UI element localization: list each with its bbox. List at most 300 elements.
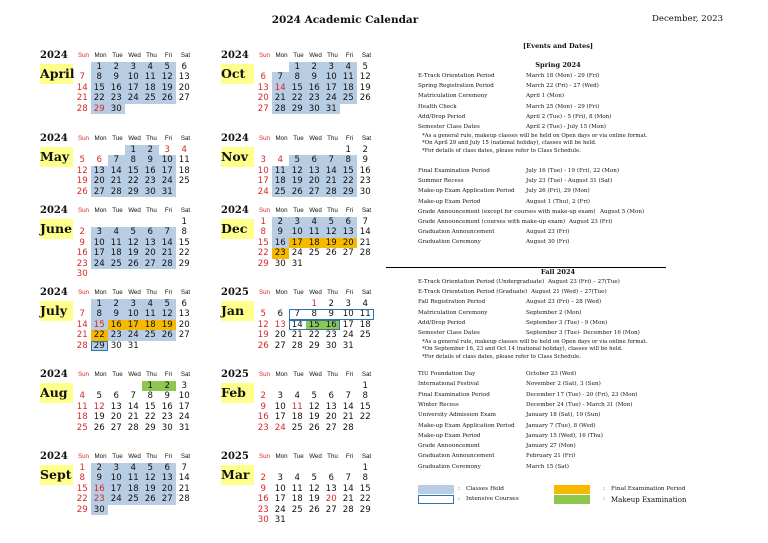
- day-cell: 15: [178, 237, 190, 248]
- day-cell: 26: [257, 340, 269, 351]
- month-may: [40, 133, 192, 209]
- day-cell: 19: [159, 320, 176, 330]
- day-cell: 15: [125, 166, 142, 176]
- day-cell: 2: [142, 145, 159, 155]
- weekday-header: Mon: [94, 207, 107, 214]
- day-cell: 28: [178, 494, 190, 505]
- event-label: Semester Class Dates: [418, 124, 480, 130]
- day-cell: 23: [142, 176, 159, 186]
- day-cell: 11: [291, 401, 303, 412]
- day-cell: 9: [108, 72, 125, 82]
- day-cell: 15: [289, 83, 306, 93]
- day-cell: 14: [76, 319, 88, 330]
- day-cell: 27: [325, 504, 337, 515]
- event-date: April 2 (Tue) - July 15 (Mon): [526, 124, 606, 130]
- weekday-header: Wed: [128, 453, 141, 460]
- event-label: Health Check: [418, 103, 457, 110]
- event-label: Final Examination Period: [418, 391, 490, 398]
- day-cell: 13: [142, 238, 159, 248]
- day-cell: 30: [91, 505, 108, 515]
- day-cell: 20: [159, 484, 176, 494]
- weekday-header: Fri: [164, 371, 173, 378]
- weekday-header: Sat: [361, 453, 372, 460]
- day-cell: 23: [91, 494, 108, 504]
- event-label: Graduation Announcement: [418, 229, 495, 236]
- weekday-header: Fri: [164, 453, 173, 460]
- weekday-header: Fri: [164, 52, 173, 59]
- day-cell: 12: [159, 72, 176, 82]
- day-cell: 7: [181, 463, 187, 473]
- day-cell: 1: [362, 463, 368, 473]
- day-cell: 7: [294, 309, 300, 320]
- day-cell: 10: [178, 391, 190, 402]
- day-cell: 11: [142, 309, 159, 319]
- day-cell: 11: [272, 166, 289, 176]
- day-cell: 17: [91, 248, 108, 258]
- legend-makeup-swatch: [554, 495, 590, 504]
- day-cell: 9: [260, 483, 266, 494]
- day-cell: 29: [144, 422, 156, 433]
- day-cell: 2: [260, 473, 266, 484]
- day-cell: 25: [142, 93, 159, 103]
- legend-makeup-colon: :: [603, 496, 605, 502]
- day-cell: 12: [93, 401, 105, 412]
- day-cell: 2: [159, 381, 176, 391]
- day-cell: 22: [308, 330, 320, 341]
- weekday-header: Wed: [309, 207, 322, 214]
- day-cell: 12: [323, 227, 340, 237]
- day-cell: 6: [328, 391, 334, 402]
- weekday-header: Mon: [94, 453, 107, 460]
- day-cell: 24: [342, 330, 354, 341]
- day-cell: 12: [142, 473, 159, 483]
- weekday-header: Wed: [128, 135, 141, 142]
- day-cell: 26: [289, 187, 306, 197]
- event-label: University Admission Exam: [418, 412, 496, 419]
- day-cell: 15: [91, 83, 108, 93]
- day-cell: 13: [91, 166, 108, 176]
- day-cell: 11: [340, 72, 357, 82]
- day-cell: 23: [161, 412, 173, 423]
- day-cell: 27: [257, 103, 269, 114]
- day-cell: 7: [130, 391, 136, 402]
- day-cell: 14: [323, 166, 340, 176]
- day-cell: 3: [181, 381, 187, 391]
- day-cell: 24: [91, 259, 108, 269]
- legend-intensive-colon: :: [458, 496, 460, 502]
- day-cell: 22: [178, 248, 190, 259]
- day-cell: 19: [359, 82, 371, 93]
- event-label: Summer Recess: [418, 178, 464, 185]
- event-label: Graduation Ceremony: [418, 239, 481, 246]
- day-cell: 13: [340, 227, 357, 237]
- weekday-header: Tue: [112, 52, 123, 59]
- day-cell: 17: [257, 176, 269, 187]
- day-cell: 25: [178, 176, 190, 187]
- day-cell: 6: [328, 473, 334, 484]
- day-cell: 5: [142, 463, 159, 473]
- weekday-header: Fri: [345, 453, 354, 460]
- day-cell: 26: [159, 93, 176, 103]
- day-cell: 6: [277, 309, 283, 320]
- day-cell: 9: [108, 309, 125, 319]
- day-cell: 29: [289, 104, 306, 114]
- day-cell: 16: [161, 401, 173, 412]
- weekday-header: Wed: [309, 135, 322, 142]
- day-cell: 11: [76, 401, 88, 412]
- year-label: 2024: [40, 451, 68, 462]
- day-cell: 6: [113, 391, 119, 402]
- day-cell: 10: [274, 401, 286, 412]
- weekday-header: Tue: [112, 135, 123, 142]
- day-cell: 23: [325, 330, 337, 341]
- day-cell: 18: [340, 83, 357, 93]
- year-label: 2024: [221, 50, 249, 61]
- day-cell: 15: [257, 237, 269, 248]
- event-date: April 2 (Tue) - 5 (Fri), 8 (Mon): [526, 113, 612, 120]
- weekday-header: Mon: [94, 135, 107, 142]
- day-cell: 24: [291, 248, 303, 259]
- day-cell: 30: [108, 104, 125, 114]
- event-label: E-Track Orientation Period (Graduate): [418, 289, 528, 296]
- weekday-header: Sun: [258, 135, 270, 142]
- event-date: August 23 (Fri): [569, 219, 613, 225]
- weekday-header: Thu: [146, 52, 157, 59]
- event-date: August 23 (Fri) – 28 (Wed): [526, 299, 602, 306]
- day-cell: 7: [345, 391, 351, 402]
- day-cell: 18: [76, 412, 88, 423]
- day-cell: 30: [325, 340, 337, 351]
- day-cell: 18: [359, 319, 371, 330]
- year-label: 2025: [221, 451, 249, 462]
- weekday-header: Sun: [77, 207, 89, 214]
- day-cell: 9: [328, 309, 334, 320]
- event-date: September 3 (Tue)- December 16 (Mon): [526, 330, 640, 336]
- day-cell: 8: [289, 72, 306, 82]
- weekday-header: Thu: [327, 207, 338, 214]
- day-cell: 8: [91, 72, 108, 82]
- day-cell: 17: [159, 166, 176, 176]
- legend-final-swatch: [554, 485, 590, 494]
- day-cell: 18: [272, 176, 289, 186]
- day-cell: 8: [147, 391, 153, 402]
- day-cell: 30: [76, 269, 88, 279]
- weekday-header: Sun: [258, 207, 270, 214]
- day-cell: 16: [108, 83, 125, 93]
- day-cell: 26: [159, 330, 176, 340]
- day-cell: 6: [260, 72, 266, 83]
- event-note: *As a general rule, makeup classes will be held on Open days or via online format.: [422, 338, 648, 345]
- day-cell: 13: [178, 72, 190, 83]
- day-cell: 3: [277, 391, 283, 402]
- day-cell: 7: [79, 72, 85, 83]
- day-cell: 29: [76, 504, 88, 515]
- event-label: Make-up Exam Application Period: [418, 422, 515, 429]
- day-cell: 20: [257, 93, 269, 104]
- weekday-header: Thu: [327, 371, 338, 378]
- day-cell: 31: [159, 187, 176, 197]
- event-date: October 23 (Wed): [526, 371, 577, 377]
- event-date: March 18 (Mon) - 29 (Fri): [526, 73, 600, 79]
- day-cell: 5: [323, 217, 340, 227]
- day-cell: 19: [159, 83, 176, 93]
- weekday-header: Sat: [180, 371, 191, 378]
- day-cell: 24: [323, 93, 340, 103]
- weekday-header: Mon: [275, 453, 288, 460]
- day-cell: 23: [272, 248, 289, 258]
- day-cell: 10: [91, 238, 108, 248]
- day-cell: 14: [108, 166, 125, 176]
- day-cell: 1: [345, 145, 351, 155]
- day-cell: 17: [289, 238, 306, 248]
- day-cell: 20: [306, 176, 323, 186]
- event-date: April 1 (Mon): [526, 93, 565, 100]
- event-date: September 3 (Tue) - 9 (Mon): [526, 319, 608, 326]
- day-cell: 30: [257, 515, 269, 525]
- event-label: Add/Drop Period: [418, 113, 466, 120]
- day-cell: 22: [289, 93, 306, 103]
- day-cell: 13: [159, 473, 176, 483]
- day-cell: 10: [125, 309, 142, 319]
- legend-classes-swatch: [418, 485, 454, 494]
- event-date: March 22 (Fri) - 27 (Wed): [526, 83, 599, 90]
- day-cell: 17: [125, 320, 142, 330]
- day-cell: 1: [142, 381, 159, 391]
- year-label: 2024: [40, 133, 68, 144]
- day-cell: 11: [306, 227, 323, 237]
- day-cell: 1: [260, 217, 266, 227]
- day-cell: 11: [125, 473, 142, 483]
- day-cell: 15: [91, 320, 108, 330]
- event-date: July 26 (Fri), 29 (Mon): [526, 188, 590, 195]
- day-cell: 28: [76, 340, 88, 351]
- weekday-header: Mon: [94, 289, 107, 296]
- day-cell: 23: [306, 93, 323, 103]
- month-name: Jan: [221, 301, 254, 321]
- day-cell: 25: [76, 422, 88, 433]
- day-cell: 10: [257, 165, 269, 176]
- day-cell: 9: [79, 237, 85, 248]
- legend-makeup-label: Makeup Examination: [611, 496, 687, 504]
- day-cell: 25: [291, 422, 303, 433]
- month-name: June: [40, 219, 73, 239]
- day-cell: 24: [178, 412, 190, 423]
- event-label: Graduation Announcement: [418, 453, 495, 460]
- day-cell: 28: [291, 340, 303, 351]
- month-july: [40, 287, 192, 363]
- day-cell: 4: [294, 473, 300, 484]
- day-cell: 21: [108, 176, 125, 186]
- day-cell: 17: [274, 494, 286, 505]
- day-cell: 13: [257, 82, 269, 93]
- day-cell: 25: [291, 504, 303, 515]
- day-cell: 14: [178, 473, 190, 484]
- event-date: March 15 (Sat): [526, 463, 569, 470]
- day-cell: 3: [260, 155, 266, 166]
- day-cell: 5: [159, 62, 176, 72]
- year-label: 2025: [221, 287, 249, 298]
- event-label: TIU Foundation Day: [418, 371, 476, 377]
- day-cell: 15: [359, 401, 371, 412]
- event-label: E-Track Orientation Period: [418, 73, 495, 79]
- day-cell: 24: [108, 494, 125, 504]
- weekday-header: Sat: [361, 52, 372, 59]
- day-cell: 4: [142, 299, 159, 309]
- weekday-header: Wed: [309, 52, 322, 59]
- day-cell: 14: [342, 401, 354, 412]
- day-cell: 27: [178, 330, 190, 341]
- day-cell: 28: [127, 422, 139, 433]
- day-cell: 8: [362, 473, 368, 484]
- event-note: *As a general rule, makeup classes will be held on Open days or via online format.: [422, 132, 648, 139]
- day-cell: 27: [325, 422, 337, 433]
- day-cell: 5: [311, 391, 317, 402]
- day-cell: 7: [362, 217, 368, 227]
- day-cell: 4: [108, 227, 125, 237]
- day-cell: 22: [91, 93, 108, 103]
- day-cell: 8: [79, 473, 85, 484]
- month-name: Mar: [221, 465, 254, 485]
- month-name: Oct: [221, 64, 254, 84]
- day-cell: 10: [342, 309, 354, 320]
- day-cell: 4: [181, 145, 187, 155]
- event-date: September 2 (Mon): [526, 309, 582, 316]
- day-cell: 7: [79, 309, 85, 320]
- day-cell: 18: [291, 412, 303, 423]
- day-cell: 4: [362, 299, 368, 309]
- day-cell: 26: [359, 93, 371, 104]
- weekday-header: Sun: [258, 289, 270, 296]
- day-cell: 8: [340, 155, 357, 165]
- legend-classes-label: Classes Held: [466, 486, 504, 492]
- day-cell: 12: [76, 165, 88, 176]
- day-cell: 15: [359, 483, 371, 494]
- page-title: 2024 Academic Calendar: [271, 14, 419, 26]
- day-cell: 5: [362, 62, 368, 72]
- day-cell: 5: [311, 473, 317, 484]
- weekday-header: Wed: [309, 289, 322, 296]
- event-date: January 18 (Sat), 19 (Sun): [526, 412, 601, 419]
- weekday-header: Tue: [112, 453, 123, 460]
- day-cell: 16: [142, 166, 159, 176]
- day-cell: 3: [323, 62, 340, 72]
- section-divider: [386, 267, 666, 268]
- weekday-header: Wed: [309, 371, 322, 378]
- month-aug: [40, 369, 192, 445]
- day-cell: 29: [257, 258, 269, 269]
- event-date: December 24 (Tue) - March 31 (Mon): [526, 401, 633, 408]
- day-cell: 17: [108, 484, 125, 494]
- day-cell: 13: [325, 483, 337, 494]
- weekday-header: Mon: [275, 371, 288, 378]
- day-cell: 2: [108, 299, 125, 309]
- day-cell: 21: [76, 330, 88, 341]
- day-cell: 28: [272, 104, 289, 114]
- month-dec: [221, 205, 373, 281]
- day-cell: 25: [308, 248, 320, 259]
- day-cell: 16: [323, 320, 340, 330]
- weekday-header: Wed: [309, 453, 322, 460]
- day-cell: 9: [142, 155, 159, 165]
- day-cell: 14: [342, 483, 354, 494]
- event-note: *On September 16, 23 and Oct 14 (national holiday), classes will be held.: [422, 346, 623, 353]
- day-cell: 8: [311, 309, 317, 320]
- day-cell: 12: [308, 401, 320, 412]
- weekday-header: Thu: [327, 52, 338, 59]
- day-cell: 18: [306, 238, 323, 248]
- day-cell: 31: [342, 340, 354, 351]
- day-cell: 20: [110, 412, 122, 423]
- day-cell: 15: [340, 166, 357, 176]
- day-cell: 11: [359, 309, 371, 320]
- weekday-header: Sat: [361, 135, 372, 142]
- event-label: Make-up Exam Application Period: [418, 188, 515, 195]
- month-name: May: [40, 147, 73, 167]
- day-cell: 2: [362, 145, 368, 155]
- day-cell: 24: [274, 422, 286, 433]
- weekday-header: Sat: [180, 135, 191, 142]
- day-cell: 7: [272, 72, 289, 82]
- event-label: Final Examination Period: [418, 168, 490, 174]
- day-cell: 2: [260, 391, 266, 402]
- weekday-header: Mon: [94, 371, 107, 378]
- day-cell: 11: [108, 238, 125, 248]
- day-cell: 30: [142, 187, 159, 197]
- day-cell: 1: [311, 299, 317, 309]
- day-cell: 24: [274, 504, 286, 515]
- weekday-header: Fri: [345, 207, 354, 214]
- month-name: Feb: [221, 383, 254, 403]
- day-cell: 15: [306, 320, 323, 330]
- month-name: July: [40, 301, 73, 321]
- weekday-header: Tue: [293, 289, 304, 296]
- weekday-header: Thu: [146, 289, 157, 296]
- weekday-header: Fri: [164, 289, 173, 296]
- month-name: Dec: [221, 219, 254, 239]
- day-cell: 6: [142, 227, 159, 237]
- day-cell: 19: [76, 176, 88, 187]
- day-cell: 4: [277, 155, 283, 166]
- day-cell: 25: [125, 494, 142, 504]
- weekday-header: Thu: [146, 207, 157, 214]
- day-cell: 24: [125, 330, 142, 340]
- day-cell: 20: [178, 82, 190, 93]
- weekday-header: Sat: [361, 207, 372, 214]
- day-cell: 27: [91, 187, 108, 197]
- day-cell: 12: [125, 238, 142, 248]
- day-cell: 3: [91, 227, 108, 237]
- day-cell: 29: [340, 187, 357, 197]
- document-date: December, 2023: [652, 14, 724, 24]
- event-label: Grade Announcement (courses with make-up exam): [418, 219, 566, 225]
- day-cell: 25: [142, 330, 159, 340]
- year-label: 2025: [221, 369, 249, 380]
- weekday-header: Fri: [345, 135, 354, 142]
- day-cell: 1: [289, 62, 306, 72]
- day-cell: 8: [181, 227, 187, 238]
- day-cell: 23: [257, 422, 269, 433]
- day-cell: 27: [342, 248, 354, 259]
- weekday-header: Sun: [258, 371, 270, 378]
- weekday-header: Mon: [275, 52, 288, 59]
- day-cell: 7: [323, 155, 340, 165]
- month-jan: [221, 287, 373, 363]
- day-cell: 1: [79, 463, 85, 473]
- weekday-header: Tue: [293, 207, 304, 214]
- day-cell: 21: [342, 494, 354, 505]
- day-cell: 28: [342, 504, 354, 515]
- weekday-header: Mon: [275, 207, 288, 214]
